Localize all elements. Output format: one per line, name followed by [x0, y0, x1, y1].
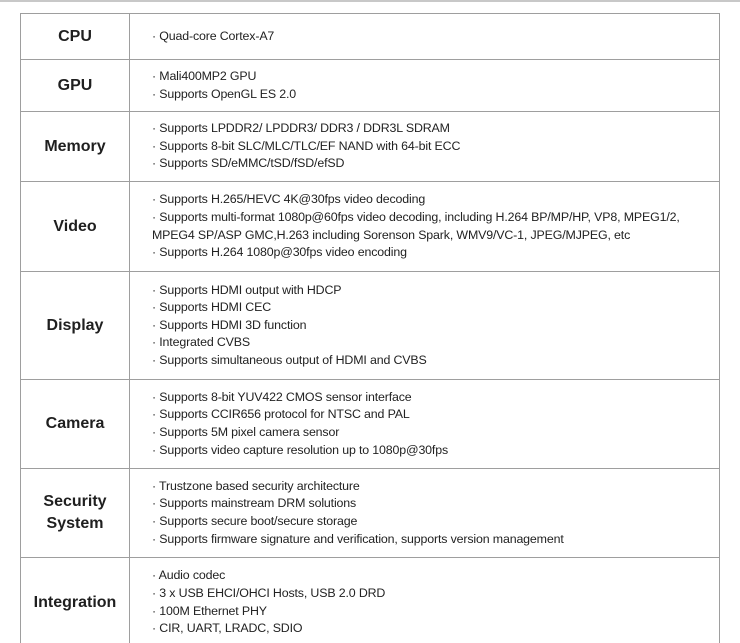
- spec-item: · Supports 5M pixel camera sensor: [152, 425, 340, 439]
- spec-item: · 100M Ethernet PHY: [152, 603, 267, 618]
- spec-row-camera: [21, 380, 720, 469]
- spec-value-display: [130, 272, 720, 380]
- spec-item: · 3 x USB EHCI/OHCI Hosts, USB 2.0 DRD: [152, 585, 386, 600]
- spec-label-gpu: GPU: [21, 60, 130, 112]
- spec-item: · Supports mainstream DRM solutions: [152, 496, 357, 511]
- spec-label-cpu: CPU: [21, 14, 130, 60]
- spec-item: · CIR, UART, LRADC, SDIO: [152, 621, 303, 636]
- spec-item: · Audio codec: [152, 568, 226, 583]
- spec-label-integration: Integration: [21, 558, 130, 643]
- spec-item: · Supports HDMI CEC: [152, 300, 272, 315]
- spec-item: · Supports multi-format 1080p@60fps video decoding, including H.264 BP/MP/HP, VP8, MPEG1/2,: [152, 209, 680, 224]
- spec-row-video: [21, 182, 720, 272]
- spec-label-memory: Memory: [21, 112, 130, 182]
- spec-value-gpu: [130, 60, 720, 112]
- spec-label-video: Video: [21, 182, 130, 272]
- spec-item: · Trustzone based security architecture: [152, 478, 360, 493]
- spec-item: MPEG4 SP/ASP GMC,H.263 including Sorenson Spark, WMV9/VC-1, JPEG/MJPEG, etc: [152, 227, 631, 242]
- spec-item: · Supports CCIR656 protocol for NTSC and PAL: [152, 407, 410, 422]
- spec-value-security-system: [130, 469, 720, 558]
- spec-item: · Quad-core Cortex-A7: [152, 28, 275, 43]
- spec-item: · Supports simultaneous output of HDMI and CVBS: [152, 352, 427, 367]
- spec-item: · Supports HDMI output with HDCP: [152, 282, 342, 297]
- spec-item: · Supports OpenGL ES 2.0: [152, 86, 297, 101]
- spec-value-camera: [130, 380, 720, 469]
- spec-item: · Supports 8-bit SLC/MLC/TLC/EF NAND with 64-bit ECC: [152, 138, 461, 153]
- spec-row-gpu: [21, 60, 720, 112]
- spec-row-integration: [21, 558, 720, 643]
- spec-value-video: [130, 182, 720, 272]
- spec-item: · Supports LPDDR2/ LPDDR3/ DDR3 / DDR3L SDRAM: [152, 121, 450, 136]
- spec-item: · Supports 8-bit YUV422 CMOS sensor interface: [152, 389, 412, 404]
- spec-value-cpu: [130, 14, 720, 60]
- spec-row-security-system: [21, 469, 720, 558]
- spec-label-camera: Camera: [21, 380, 130, 469]
- spec-value-integration: [130, 558, 720, 643]
- spec-item: · Supports secure boot/secure storage: [152, 514, 358, 528]
- spec-item: · Supports H.265/HEVC 4K@30fps video decoding: [152, 192, 426, 207]
- spec-item: · Integrated CVBS: [152, 335, 251, 350]
- spec-item: · Supports HDMI 3D function: [152, 317, 307, 332]
- spec-item: · Mali400MP2 GPU: [152, 68, 257, 83]
- spec-item: · Supports SD/eMMC/tSD/fSD/efSD: [152, 156, 345, 171]
- spec-row-cpu: [21, 14, 720, 60]
- spec-row-memory: [21, 112, 720, 182]
- spec-item: · Supports H.264 1080p@30fps video encoding: [152, 245, 407, 260]
- spec-label-display: Display: [21, 272, 130, 380]
- spec-label-security-system: Security System: [21, 469, 130, 558]
- spec-item: · Supports firmware signature and verification, supports version management: [152, 531, 564, 546]
- spec-table: [20, 13, 720, 643]
- spec-row-display: [21, 272, 720, 380]
- spec-value-memory: [130, 112, 720, 182]
- spec-item: · Supports video capture resolution up to 1080p@30fps: [152, 442, 449, 457]
- top-divider: [0, 0, 740, 2]
